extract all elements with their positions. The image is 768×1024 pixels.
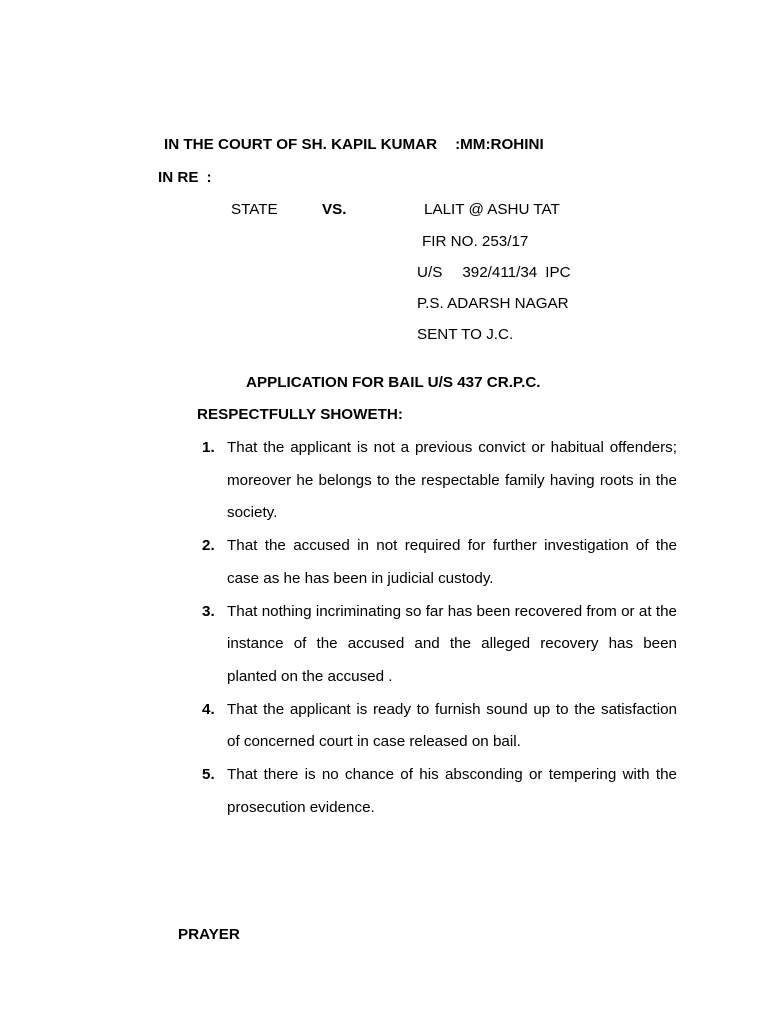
ground-number: 5. bbox=[202, 766, 215, 784]
court-place: :MM:ROHINI bbox=[455, 136, 544, 153]
in-re-label: IN RE bbox=[158, 169, 199, 186]
party-accused: LALIT @ ASHU TAT bbox=[424, 201, 560, 218]
ground-number: 3. bbox=[202, 602, 215, 620]
party-versus: VS. bbox=[322, 201, 347, 218]
ground-number: 2. bbox=[202, 537, 215, 555]
us-label: U/S bbox=[417, 264, 443, 281]
ground-item bbox=[202, 759, 677, 824]
ground-text: That the applicant is not a previous convict or habitual offenders; moreover he belongs to the respectable family having roots in the society. bbox=[227, 439, 677, 522]
ground-text: That nothing incriminating so far has been recovered from or at the instance of the accused and the alleged recovery has been planted on the accused . bbox=[227, 602, 677, 685]
prayer-heading: PRAYER bbox=[178, 926, 240, 943]
ground-text: That the applicant is ready to furnish sound up to the satisfaction of concerned court in case released on bail. bbox=[227, 700, 677, 751]
sections-line bbox=[417, 264, 571, 281]
ground-item bbox=[202, 432, 677, 530]
application-title: APPLICATION FOR BAIL U/S 437 CR.P.C. bbox=[246, 374, 541, 391]
police-station: P.S. ADARSH NAGAR bbox=[417, 295, 569, 312]
ground-text: That there is no chance of his absconding or tempering with the prosecution evidence. bbox=[227, 766, 677, 816]
ground-text: That the accused in not required for further investigation of the case as he has been in judicial custody. bbox=[227, 537, 677, 587]
in-re-colon: : bbox=[206, 169, 212, 186]
ground-item bbox=[202, 530, 677, 595]
ground-number: 4. bbox=[202, 700, 215, 718]
fir-number: FIR NO. 253/17 bbox=[422, 233, 529, 250]
ground-item bbox=[202, 596, 677, 694]
ground-item bbox=[202, 694, 677, 759]
ground-number: 1. bbox=[202, 439, 215, 456]
grounds-list bbox=[202, 432, 677, 824]
sections-value: 392/411/34 bbox=[462, 264, 538, 281]
respectfully-showeth: RESPECTFULLY SHOWETH: bbox=[197, 406, 403, 423]
code-label: IPC bbox=[545, 264, 571, 281]
in-re-line bbox=[158, 169, 212, 186]
court-heading bbox=[164, 136, 544, 153]
court-name: IN THE COURT OF SH. KAPIL KUMAR bbox=[164, 136, 438, 153]
custody-status: SENT TO J.C. bbox=[417, 326, 514, 343]
party-state: STATE bbox=[231, 201, 278, 218]
